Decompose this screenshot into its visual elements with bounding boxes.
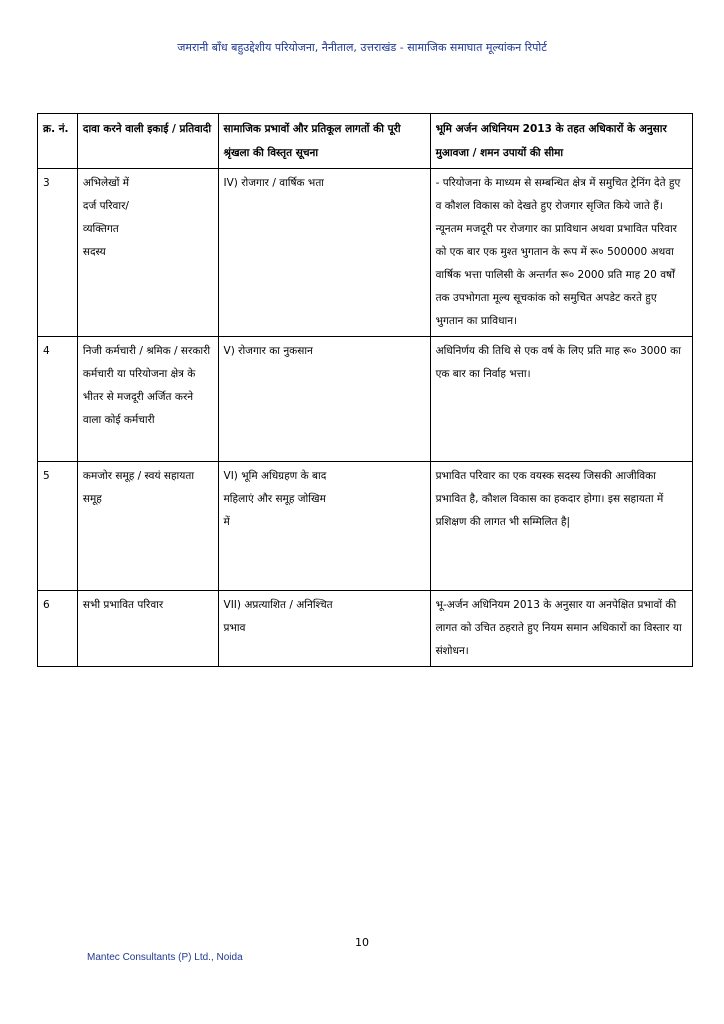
cell-claimant: सभी प्रभावित परिवार: [77, 591, 218, 667]
cell-impact: VI) भूमि अधिग्रहण के बाद महिलाएं और समूह जोखिम में: [218, 462, 430, 591]
cell-serial-no: 6: [38, 591, 78, 667]
cell-compensation: भू-अर्जन अधिनियम 2013 के अनुसार या अनपेक्षित प्रभावों की लागत को उचित ठहराते हुए नियम समान अधिकारों का विस्तार या संशोधन।: [430, 591, 692, 667]
cell-claimant: कमजोर समूह / स्वयं सहायता समूह: [77, 462, 218, 591]
table-row: [38, 169, 693, 337]
cell-claimant: निजी कर्मचारी / श्रमिक / सरकारी कर्मचारी या परियोजना क्षेत्र के भीतर से मजदूरी अर्जित करने वाला कोई कर्मचारी: [77, 337, 218, 462]
cell-compensation: - परियोजना के माध्यम से सम्बन्धित क्षेत्र में समुचित ट्रेनिंग देते हुए व कौशल विकास को देखते हुए रोजगार सृजित किये जाते हैं। न्यूनतम मजदूरी पर रोजगार का प्राविधान अथवा प्रभावित परिवार को एक बार एक मुश्त भुगतान के रूप में रू० 500000 अथवा वार्षिक भत्ता पालिसी के अन्तर्गत रू० 2000 प्रति माह 20 वर्षों तक उपभोगता मूल्य सूचकांक को समुचित अपडेट करते हुए भुगतान का प्राविधान।: [430, 169, 692, 337]
cell-serial-no: 4: [38, 337, 78, 462]
compensation-table: [37, 113, 693, 667]
cell-impact: V) रोजगार का नुकसान: [218, 337, 430, 462]
table-row: [38, 337, 693, 462]
page-header: जमरानी बाँध बहुउद्देशीय परियोजना, नैनीताल, उत्तराखंड - सामाजिक समाघात मूल्यांकन रिपोर्ट: [177, 41, 547, 54]
header-impact: सामाजिक प्रभावों और प्रतिकूल लागतों की पूरी श्रृंखला की विस्तृत सूचना: [218, 114, 430, 169]
cell-serial-no: 5: [38, 462, 78, 591]
cell-compensation: अधिनिर्णय की तिथि से एक वर्ष के लिए प्रति माह रू० 3000 का एक बार का निर्वाह भत्ता।: [430, 337, 692, 462]
table-row: [38, 462, 693, 591]
header-claimant: दावा करने वाली इकाई / प्रतिवादी: [77, 114, 218, 169]
cell-claimant: अभिलेखों में दर्ज परिवार/ व्यक्तिगत सदस्य: [77, 169, 218, 337]
page-number: 10: [355, 936, 369, 949]
cell-impact: IV) रोजगार / वार्षिक भता: [218, 169, 430, 337]
header-compensation: भूमि अर्जन अधिनियम 2013 के तहत अधिकारों के अनुसार मुआवजा / शमन उपायों की सीमा: [430, 114, 692, 169]
table-row: [38, 591, 693, 667]
footer-company: Mantec Consultants (P) Ltd., Noida: [87, 952, 243, 963]
table-header-row: [38, 114, 693, 169]
cell-serial-no: 3: [38, 169, 78, 337]
cell-compensation: प्रभावित परिवार का एक वयस्क सदस्य जिसकी आजीविका प्रभावित है, कौशल विकास का हकदार होगा। इस सहायता में प्रशिक्षण की लागत भी सम्मिलित है|: [430, 462, 692, 591]
cell-impact: VII) अप्रत्याशित / अनिश्चित प्रभाव: [218, 591, 430, 667]
header-serial-no: क्र. नं.: [38, 114, 78, 169]
